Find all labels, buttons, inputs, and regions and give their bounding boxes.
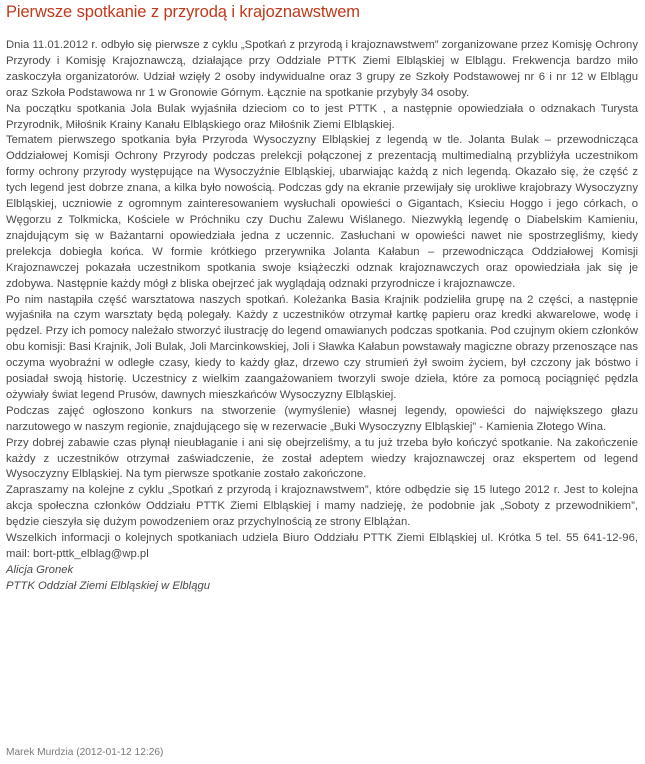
paragraph-pttk: Na początku spotkania Jola Bulak wyjaśniła dzieciom co to jest PTTK , a następnie opowiedziała o odznakach Turysta Przyrodnik, Miłośnik Krainy Kanału Elbląskiego oraz Miłośnik Ziemi Elbląskiej. <box>6 102 638 131</box>
signature-organization: PTTK Oddział Ziemi Elbląskiej w Elblągu <box>6 579 211 592</box>
paragraph-invitation: Zapraszamy na kolejne z cyklu „Spotkań z przyrodą i krajoznawstwem”, które odbędzie się 15 lutego 2012 r. Jest to kolejna akcja społeczna członków Oddziału PTTK Ziemi Elbląskiej i mamy nadzieję, że podobnie jak „Soboty z przewodnikiem”, będzie cieszyła się dużym powodzeniem oraz przychylnością ze strony Elblążan. <box>6 484 638 529</box>
article-title: Pierwsze spotkanie z przyrodą i krajoznawstwem <box>6 3 360 21</box>
signature-author: Alicja Gronek <box>6 563 74 576</box>
paragraph-workshop: Po nim nastąpiła część warsztatowa naszych spotkań. Koleżanka Basia Krajnik podzieliła grupę na 2 części, a następnie wyjaśniła na czym warsztaty będą polegały. Każdy z uczestników otrzymał kartkę papieru oraz kredki akwarelowe, wodę i pędzel. Przy ich pomocy należało stworzyć ilustrację do legend omawianych podczas spotkania. Pod czujnym okiem członków obu komisji: Basi Krajnik, Joli Bulak, Joli Marcinkowskiej, Joli i Sławka Kałabun powstawały magiczne obrazy przenoszące nas oczyma wyobraźni w odległe czasy, kiedy to każdy głaz, drzewo czy strumień żył swoim życiem, był czczony jak bóstwo i posiadał swoją historię. Uczestnicy z wielkim zaangażowaniem tworzyli swoje dzieła, które za pomocą pociągnięć pędzla ożywiały świat legend Prusów, dawnych mieszkańców Wysoczyzny Elbląskiej. <box>6 293 638 401</box>
paragraph-contact: Wszelkich informacji o kolejnych spotkaniach udziela Biuro Oddziału PTTK Ziemi Elbląskiej ul. Krótka 5 tel. 55 641-12-96, mail: bort-pttk_elblag@wp.pl <box>6 532 638 560</box>
article-body <box>6 38 638 595</box>
paragraph-ending: Przy dobrej zabawie czas płynął nieubłaganie i ani się obejrzeliśmy, a tu już trzeba było kończyć spotkanie. Na zakończenie każdy z uczestników otrzymał zaświadczenie, że został adeptem wiedzy krajoznawczej oraz ekspertem od legend Wysoczyzny Elbląskiej. Na tym pierwsze spotkanie zostało zakończone. <box>6 436 638 481</box>
post-byline: Marek Murdzia (2012-01-12 12:26) <box>6 747 164 758</box>
paragraph-intro: Dnia 11.01.2012 r. odbyło się pierwsze z cyklu „Spotkań z przyrodą i krajoznawstwem” zorganizowane przez Komisję Ochrony Przyrody i Komisję Krajoznawczą, działające przy Oddziale PTTK Ziemi Elbląskiej w Elblągu. Frekwencja bardzo miło zaskoczyła organizatorów. Udział wzięły 2 osoby indywidualne oraz 3 grupy ze Szkoły Podstawowej nr 6 i nr 12 w Elblągu oraz Szkoła Podstawowa nr 1 w Gronowie Górnym. Łącznie na spotkanie przybyły 34 osoby. <box>6 39 638 99</box>
paragraph-contest: Podczas zajęć ogłoszono konkurs na stworzenie (wymyślenie) własnej legendy, opowieści do największego głazu narzutowego w naszym regionie, znajdującego się w rezerwacie „Buki Wysoczyzny Elbląskiej” - Kamienia Złotego Wina. <box>6 404 638 433</box>
paragraph-topic: Tematem pierwszego spotkania była Przyroda Wysoczyzny Elbląskiej z legendą w tle. Jolanta Bulak – przewodnicząca Oddziałowej Komisji Ochrony Przyrody podczas prelekcji połączonej z prezentacją multimedialną przybliżyła uczestnikom formy ochrony przyrody występujące na Wysoczyźnie Elbląskiej, ubarwiając każdą z nich legendą. Okazało się, że część z tych legend jest dobrze znana, a kilka było nowością. Podczas gdy na ekranie przewijały się urokliwe krajobrazy Wysoczyzny Elbląskiej, uczniowie z ogromnym zainteresowaniem wysłuchali opowieści o Gigantach, Ksieciu Hoggo i jego córkach, o Węgorzu z Tolkmicka, Kościele w Próchniku czy Duchu Zalewu Wiślanego. Niezwykłą legendę o Diabelskim Kamieniu, znajdującym się w Bażantarni opowiedziała jedna z uczennic. Zasłuchani w opowieści nawet nie spostrzegliśmy, kiedy prelekcja dobiegła końca. W formie krótkiego przerywnika Jolanta Kałabun – przewodnicząca Oddziałowej Komisji Krajoznawczej pokazała uczestnikom spotkania swoje książeczki odznak krajoznawczych oraz opowiedziała jak się je zdobywa. Następnie każdy mógł z bliska obejrzeć jak wyglądają odznaki przyrodnicze i krajoznawcze. <box>6 134 638 290</box>
